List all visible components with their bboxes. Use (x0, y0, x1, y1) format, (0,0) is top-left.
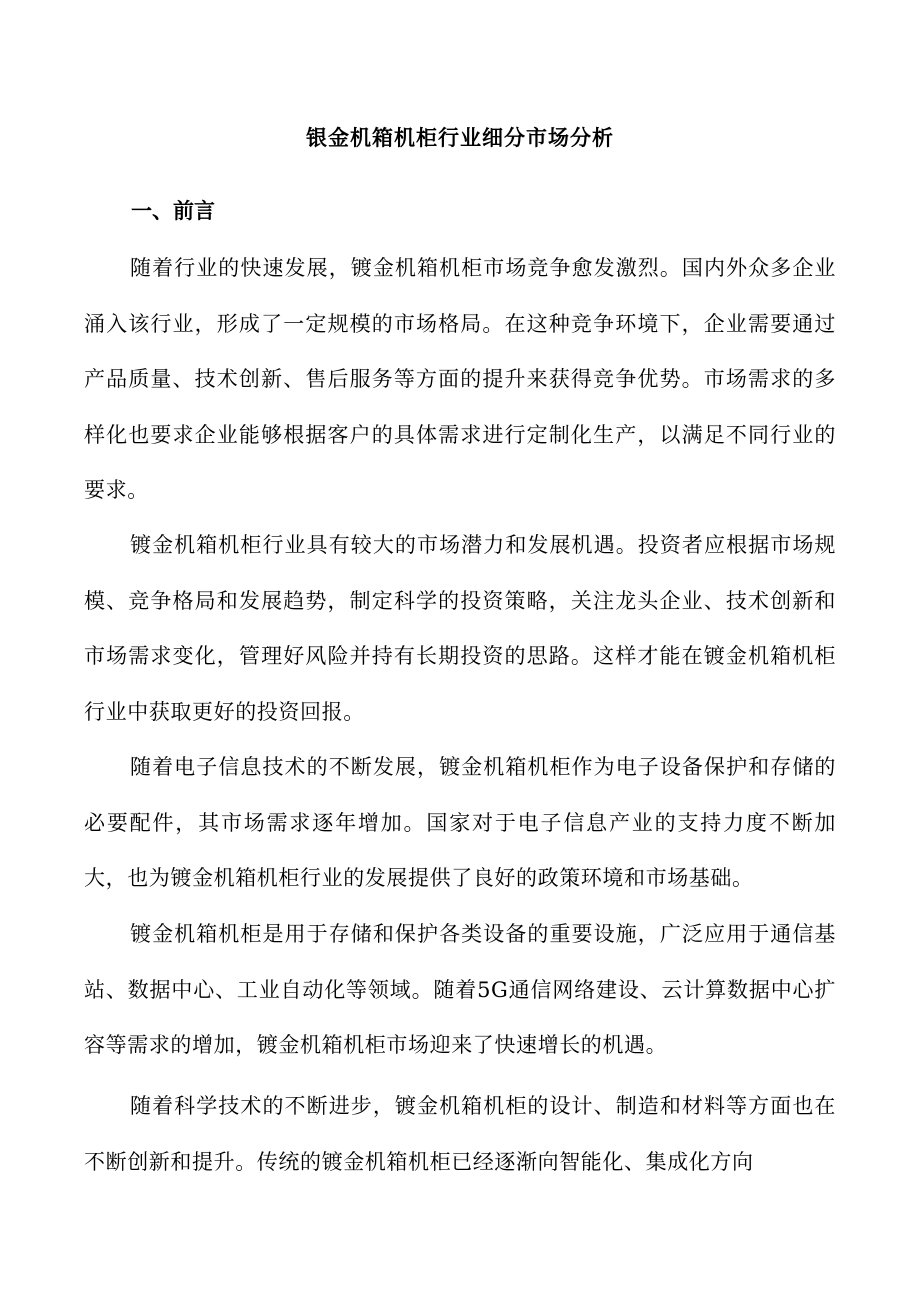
paragraph-5: 随着科学技术的不断进步，镀金机箱机柜的设计、制造和材料等方面也在不断创新和提升。传统的镀金机箱机柜已经逐渐向智能化、集成化方向 (84, 1094, 836, 1174)
paragraph-2: 镀金机箱机柜行业具有较大的市场潜力和发展机遇。投资者应根据市场规模、竞争格局和发展趋势，制定科学的投资策略，关注龙头企业、技术创新和市场需求变化，管理好风险并持有长期投资的思路。这样才能在镀金机箱机柜行业中获取更好的投资回报。 (84, 533, 836, 724)
section-heading: 一、前言 (131, 198, 215, 223)
paragraph-4: 镀金机箱机柜是用于存储和保护各类设备的重要设施，广泛应用于通信基站、数据中心、工业自动化等领域。随着5G通信网络建设、云计算数据中心扩容等需求的增加，镀金机箱机柜市场迎来了快速增长的机遇。 (84, 922, 836, 1057)
paragraph-1: 随着行业的快速发展，镀金机箱机柜市场竞争愈发激烈。国内外众多企业涌入该行业，形成了一定规模的市场格局。在这种竞争环境下，企业需要通过产品质量、技术创新、售后服务等方面的提升来获得竞争优势。市场需求的多样化也要求企业能够根据客户的具体需求进行定制化生产，以满足不同行业的要求。 (84, 256, 836, 502)
document-title: 银金机箱机柜行业细分市场分析 (306, 125, 614, 150)
paragraph-3: 随着电子信息技术的不断发展，镀金机箱机柜作为电子设备保护和存储的必要配件，其市场需求逐年增加。国家对于电子信息产业的支持力度不断加大，也为镀金机箱机柜行业的发展提供了良好的政策环境和市场基础。 (84, 755, 836, 890)
